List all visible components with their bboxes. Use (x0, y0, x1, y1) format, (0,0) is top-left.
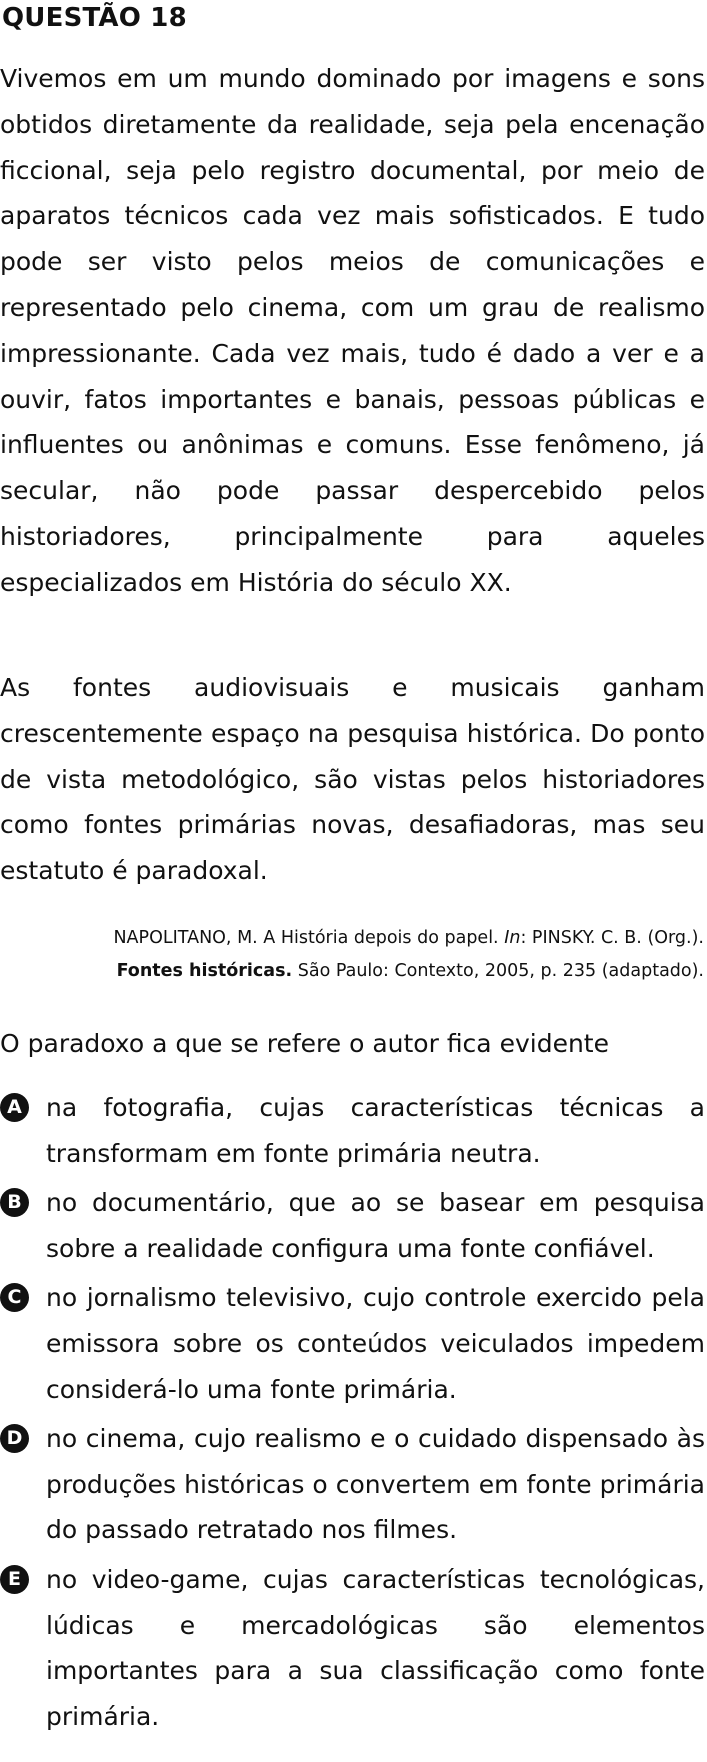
source-line-2 (0, 955, 704, 988)
source-in-label: In (504, 928, 521, 948)
question-stem: O paradoxo a que se refere o autor fica evidente (0, 1029, 609, 1058)
source-in-rest: : PINSKY. C. B. (Org.). (520, 928, 704, 948)
option-d[interactable] (0, 1416, 707, 1553)
option-e-text: no video-game, cujas características tecnológicas, lúdicas e mercadológicas são elementos importantes para a sua classificação como fonte primária. (46, 1564, 705, 1731)
option-b-text: no documentário, que ao se basear em pesquisa sobre a realidade configura uma fonte confiável. (46, 1188, 705, 1263)
option-c[interactable] (0, 1275, 707, 1412)
option-a[interactable] (0, 1085, 707, 1176)
source-line-1 (0, 922, 704, 955)
option-c-text: no jornalismo televisivo, cujo controle exercido pela emissora sobre os conteúdos veiculados impedem considerá-lo uma fonte primária. (46, 1283, 705, 1404)
text-paragraph-2: As fontes audiovisuais e musicais ganham crescentemente espaço na pesquisa histórica. Do ponto de vista metodológico, são vistas pelos historiadores como fontes primárias novas, desafiadoras, mas seu estatuto é paradoxal. (0, 673, 705, 886)
source-publisher-info: São Paulo: Contexto, 2005, p. 235 (adaptado). (297, 961, 704, 981)
option-e[interactable] (0, 1557, 707, 1739)
answer-options (0, 1085, 707, 1743)
source-author-title: NAPOLITANO, M. A História depois do papel. (113, 928, 499, 948)
source-book-title: Fontes históricas. (116, 961, 293, 981)
option-letter-d-icon: D (0, 1424, 29, 1453)
option-a-text: na fotografia, cujas características técnicas a transformam em fonte primária neutra. (46, 1093, 705, 1168)
option-letter-b-icon: B (0, 1188, 29, 1217)
option-d-text: no cinema, cujo realismo e o cuidado dispensado às produções históricas o convertem em fonte primária do passado retratado nos filmes. (46, 1424, 705, 1545)
option-letter-c-icon: C (0, 1283, 29, 1312)
option-b[interactable] (0, 1180, 707, 1271)
text-paragraph-1: Vivemos em um mundo dominado por imagens e sons obtidos diretamente da realidade, seja pela encenação ficcional, seja pelo registro documental, por meio de aparatos técnicos cada vez mais sofisticados. E tudo pode ser visto pelos meios de comunicações e representado pelo cinema, com um grau de realismo impressionante. Cada vez mais, tudo é dado a ver e a ouvir, fatos importantes e banais, pessoas públicas e influentes ou anônimas e comuns. Esse fenômeno, já secular, não pode passar despercebido pelos historiadores, principalmente para aqueles especializados em História do século XX. (0, 64, 705, 597)
option-letter-e-icon: E (0, 1565, 29, 1594)
option-letter-a-icon: A (0, 1093, 29, 1122)
source-citation (0, 922, 704, 988)
question-title: QUESTÃO 18 (2, 3, 187, 33)
